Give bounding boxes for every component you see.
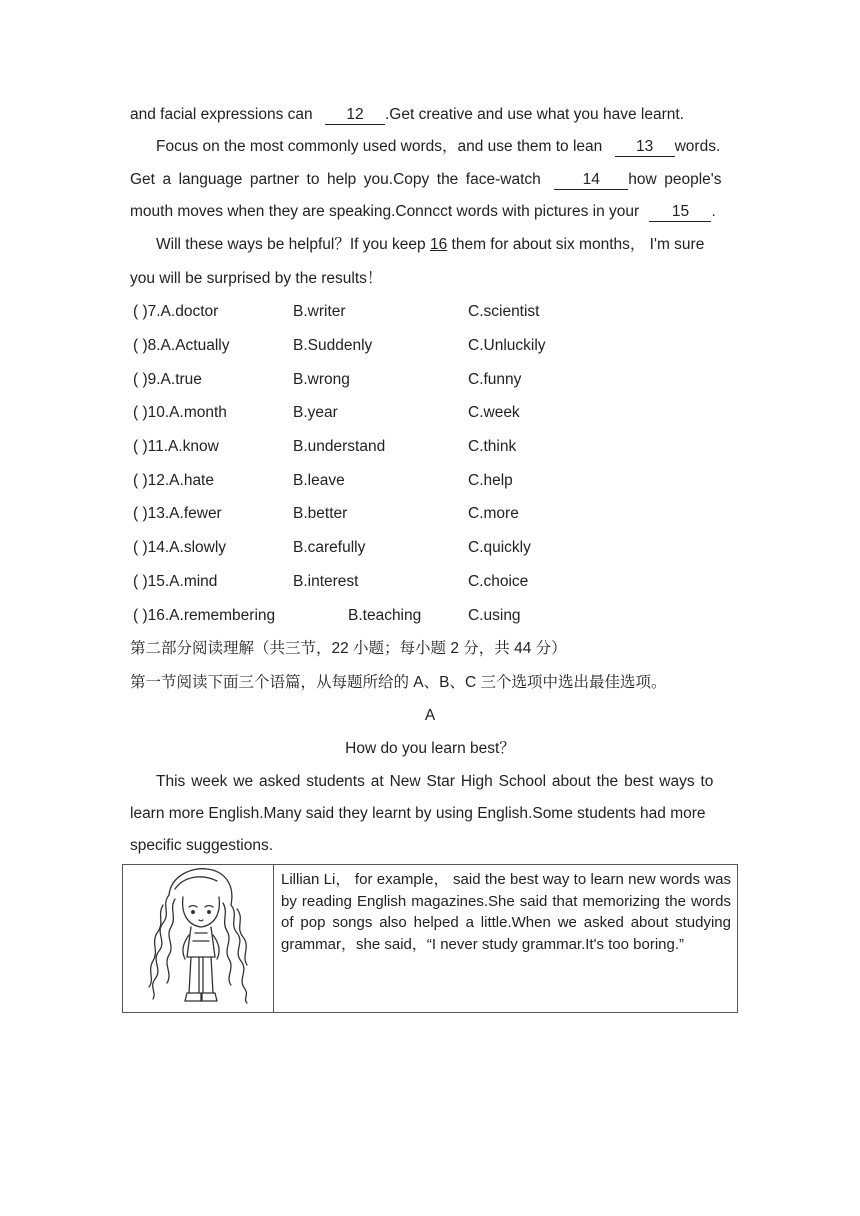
passage-text: .: [711, 203, 716, 220]
section1-instructions: 第一节阅读下面三个语篇，从每题所给的 A、B、C 三个选项中选出最佳选项。: [130, 674, 667, 691]
option-a: ( )11.A.know: [133, 438, 219, 455]
intro-line-1: This week we asked students at New Star High School about the best ways to: [156, 773, 714, 790]
option-a: ( )14.A.slowly: [133, 539, 227, 556]
option-b: B.wrong: [293, 371, 350, 388]
option-a: ( )8.A.Actually: [133, 337, 230, 354]
passage-text: and facial expressions can: [130, 106, 313, 123]
option-a: ( )16.A.remembering: [133, 607, 276, 624]
blank-15: 15: [649, 203, 711, 222]
passage-text: words.: [674, 138, 721, 155]
option-b: B.understand: [293, 438, 386, 455]
intro-line-3: specific suggestions.: [130, 837, 274, 854]
option-a: ( )13.A.fewer: [133, 505, 222, 522]
illustration-cell: [123, 865, 274, 1013]
intro-line-2: learn more English.Many said they learnt by using English.Some students had more: [130, 805, 706, 822]
passage-title: How do you learn best？: [345, 740, 515, 757]
passage-line-1: [130, 105, 730, 125]
part2-heading: 第二部分阅读理解（共三节，22 小题；每小题 2 分，共 44 分）: [130, 640, 567, 657]
passage-text: Get a language partner to help you.Copy the face-watch: [130, 171, 541, 188]
passage-text: Will these ways be helpful？If you keep: [156, 236, 426, 253]
passage-text: them for about six months， I'm sure: [451, 236, 705, 253]
option-b: B.teaching: [348, 607, 422, 624]
option-c: C.scientist: [468, 303, 540, 320]
option-c: C.funny: [468, 371, 522, 388]
passage-line-6: you will be surprised by the results！: [130, 270, 383, 287]
blank-13: 13: [615, 138, 675, 157]
option-c: C.Unluckily: [468, 337, 546, 354]
passage-line-4: [130, 202, 730, 222]
option-a: ( )15.A.mind: [133, 573, 218, 590]
option-b: B.year: [293, 404, 338, 421]
blank-14: 14: [554, 171, 628, 190]
option-c: C.choice: [468, 573, 529, 590]
option-b: B.interest: [293, 573, 359, 590]
blank-16: 16: [429, 236, 448, 253]
option-c: C.think: [468, 438, 517, 455]
option-c: C.using: [468, 607, 521, 624]
quote-text: Lillian Li， for example， said the best way to learn new words was by reading English magazines.She said that memorizing the words of pop songs also helped a little.When we asked about studying grammar，she said，“I never study grammar.It's too boring.”: [274, 865, 738, 1013]
passage-line-3: [130, 170, 730, 190]
option-a: ( )7.A.doctor: [133, 303, 219, 320]
passage-text: how people's: [628, 171, 722, 188]
option-b: B.carefully: [293, 539, 366, 556]
student-quote-table: [122, 864, 738, 1013]
passage-text: Focus on the most commonly used words，and use them to lean: [156, 138, 603, 155]
option-b: B.leave: [293, 472, 345, 489]
option-a: ( )9.A.true: [133, 371, 202, 388]
option-b: B.better: [293, 505, 348, 522]
option-b: B.Suddenly: [293, 337, 373, 354]
option-c: C.quickly: [468, 539, 531, 556]
option-a: ( )12.A.hate: [133, 472, 214, 489]
passage-text: .Get creative and use what you have learnt.: [384, 106, 684, 123]
girl-illustration: [123, 865, 273, 1007]
option-a: ( )10.A.month: [133, 404, 227, 421]
option-c: C.help: [468, 472, 513, 489]
option-c: C.more: [468, 505, 519, 522]
passage-line-5: [130, 235, 730, 255]
option-b: B.writer: [293, 303, 346, 320]
passage-line-2: [130, 137, 730, 157]
option-c: C.week: [468, 404, 520, 421]
passage-text: mouth moves when they are speaking.Conncct words with pictures in your: [130, 203, 640, 220]
blank-12: 12: [325, 106, 385, 125]
passage-label: A: [424, 707, 436, 724]
